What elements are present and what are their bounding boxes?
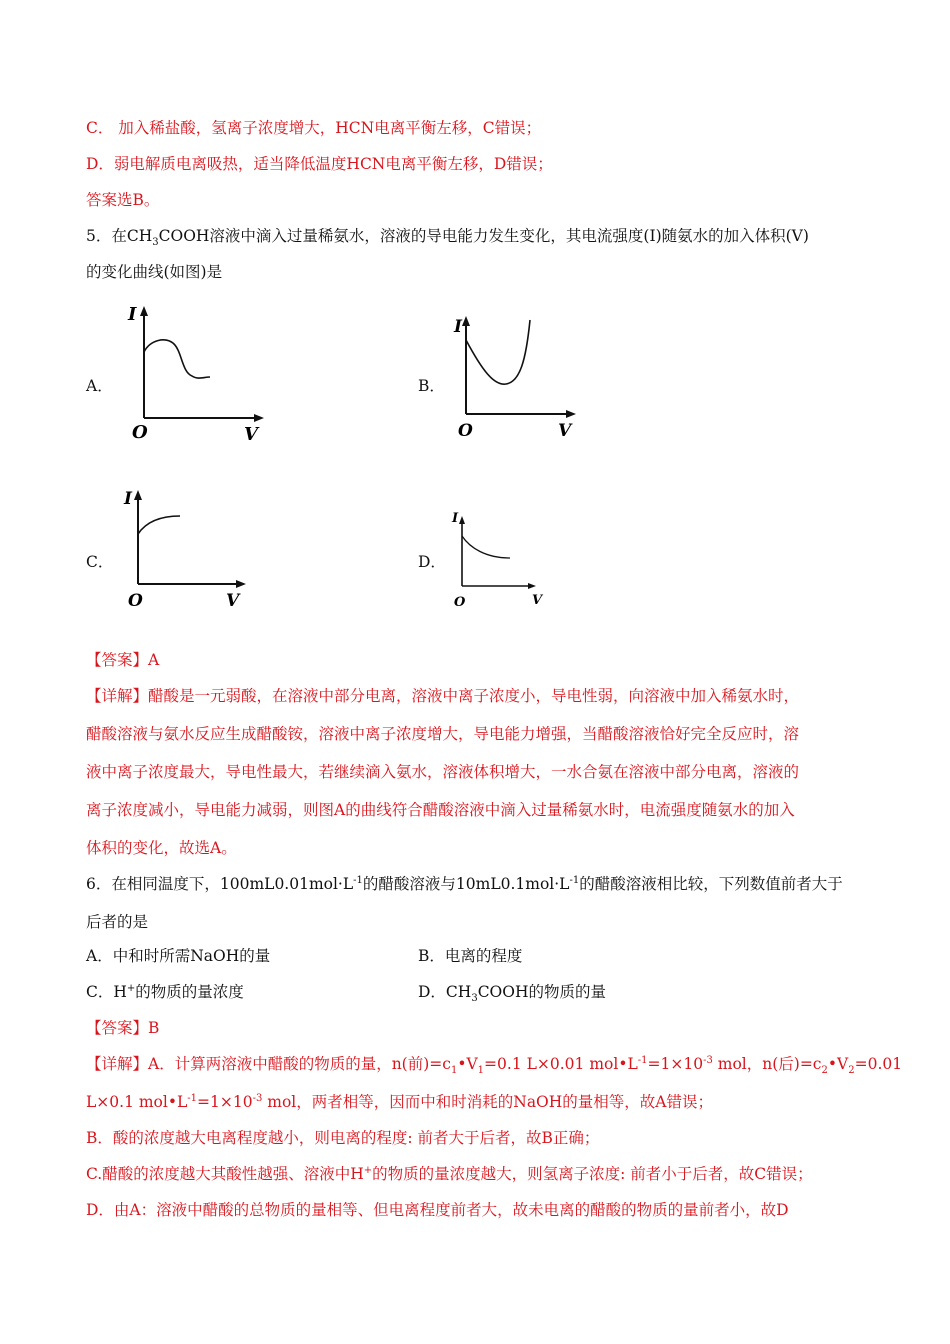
q6-detail-line5: D．由A：溶液中醋酸的总物质的量相等、但电离程度前者大，故未电离的醋酸的物质的量前者小，故D: [86, 1201, 789, 1219]
axis-label-x: V: [226, 591, 240, 611]
q6-detail-superscript: -3: [252, 1092, 263, 1104]
q5-graph-b: [442, 310, 592, 454]
q6-stem-text: 6．在相同温度下，100mL0.01mol·L: [86, 875, 354, 893]
q5-stem-subscript: 3: [152, 237, 159, 249]
q6-detail-subscript: 2: [848, 1065, 855, 1077]
q6-option-text: 的物质的量浓度: [135, 983, 244, 1001]
q6-detail-superscript: -1: [637, 1054, 648, 1066]
q6-detail-text: •V: [827, 1055, 849, 1073]
q6-detail-text: 【详解】A．计算两溶液中醋酸的物质的量，n(前)=c: [86, 1055, 451, 1073]
q5-option-a-label: A．: [86, 377, 113, 395]
axis-label-y: I: [128, 304, 137, 325]
prev-answer: 答案选B。: [86, 191, 160, 209]
prev-option-d-explanation: D．弱电解质电离吸热，适当降低温度HCN电离平衡左移，D错误；: [86, 155, 553, 173]
q6-detail-text: =1×10: [647, 1055, 704, 1073]
axis-label-x: V: [532, 593, 543, 608]
q6-stem-text: 的醋酸溶液相比较，下列数值前者大于: [579, 875, 843, 893]
q5-option-b-label: B．: [418, 377, 445, 395]
q5-stem-line2: 的变化曲线(如图)是: [86, 263, 223, 281]
q6-stem-superscript: -1: [353, 874, 363, 886]
axis-origin: O: [132, 422, 148, 443]
q5-detail-line: 体积的变化，故选A。: [86, 839, 237, 857]
q5-option-d-label: D．: [418, 553, 446, 571]
q6-detail-text: •V: [457, 1055, 478, 1073]
q6-option-d: [418, 982, 606, 1005]
q5-stem-line1: [86, 226, 809, 249]
q5-graph-a: [120, 300, 270, 454]
q6-option-text: C．H: [86, 983, 127, 1001]
q5-option-c-label: C．: [86, 553, 114, 571]
q5-graph-c: [116, 484, 266, 618]
q5-stem-text: 5．在CH: [86, 227, 153, 245]
q5-detail-line: 醋酸溶液与氨水反应生成醋酸铵，溶液中离子浓度增大，导电能力增强，当醋酸溶液恰好完全反应时，溶: [86, 725, 800, 743]
q6-stem-line1: [86, 874, 843, 894]
q6-stem-text: 的醋酸溶液与10mL0.1mol·L: [362, 875, 570, 893]
q6-option-text: D．CH: [418, 983, 472, 1001]
q5-answer: 【答案】A: [86, 651, 160, 669]
q6-detail-subscript: 2: [821, 1065, 828, 1077]
q5-detail-line: 液中离子浓度最大，导电性最大，若继续滴入氨水，溶液体积增大，一水合氨在溶液中部分电离，溶液的: [86, 763, 800, 781]
axis-label-x: V: [558, 421, 572, 441]
q6-detail-text: =1×10: [197, 1093, 253, 1111]
axis-origin: O: [454, 595, 466, 610]
q6-detail-subscript: 1: [477, 1065, 485, 1077]
prev-option-c-explanation: C． 加入稀盐酸，氢离子浓度增大，HCN电离平衡左移，C错误；: [86, 119, 542, 137]
q6-detail-superscript: -1: [187, 1092, 198, 1104]
axis-label-y: I: [452, 511, 459, 526]
q5-stem-text: COOH溶液中滴入过量稀氨水，溶液的导电能力发生变化，其电流强度(I)随氨水的加入体积(V): [158, 227, 809, 245]
q6-option-subscript: 3: [471, 993, 478, 1005]
q6-detail-text: L×0.1 mol•L: [86, 1093, 188, 1111]
axis-origin: O: [128, 591, 143, 611]
q6-detail-line1: [86, 1054, 903, 1077]
q6-detail-text: 的物质的量浓度越大，则氢离子浓度: 前者小于后者，故C错误；: [372, 1165, 813, 1183]
q6-detail-line2: [86, 1092, 713, 1112]
q5-detail-line: 【详解】醋酸是一元弱酸，在溶液中部分电离，溶液中离子浓度小，导电性弱，向溶液中加入稀氨水时，: [86, 687, 800, 705]
q6-detail-text: =0.1 L×0.01 mol•L: [484, 1055, 638, 1073]
q5-graph-d: [446, 506, 566, 620]
q5-detail-line: 离子浓度减小，导电能力减弱，则图A的曲线符合醋酸溶液中滴入过量稀氨水时，电流强度随氨水的加入: [86, 801, 795, 819]
q6-detail-superscript: -3: [703, 1054, 713, 1066]
q6-option-b: B．电离的程度: [418, 947, 523, 965]
q6-detail-line4: [86, 1164, 813, 1184]
axis-label-y: I: [454, 317, 462, 337]
q6-stem-superscript: -1: [569, 874, 580, 886]
q6-detail-text: =0.01: [854, 1055, 903, 1073]
q6-detail-text: C.醋酸的浓度越大其酸性越强、溶液中H: [86, 1165, 364, 1183]
axis-origin: O: [458, 421, 473, 441]
axis-label-x: V: [244, 424, 258, 445]
q6-option-c: [86, 982, 244, 1002]
q6-option-superscript: +: [126, 982, 136, 994]
q6-stem-line2: 后者的是: [86, 913, 149, 931]
axis-label-y: I: [124, 489, 132, 509]
q6-detail-subscript: 1: [450, 1065, 458, 1077]
q6-detail-text: mol，n(后)=c: [712, 1055, 822, 1073]
q6-option-a: A．中和时所需NaOH的量: [86, 947, 271, 965]
q6-detail-text: mol，两者相等，因而中和时消耗的NaOH的量相等，故A错误；: [262, 1093, 713, 1111]
q6-option-text: COOH的物质的量: [477, 983, 606, 1001]
q6-answer: 【答案】B: [86, 1019, 160, 1037]
q6-detail-superscript: +: [363, 1164, 373, 1176]
q6-detail-line3: B．酸的浓度越大电离程度越小，则电离的程度: 前者大于后者，故B正确；: [86, 1129, 600, 1147]
